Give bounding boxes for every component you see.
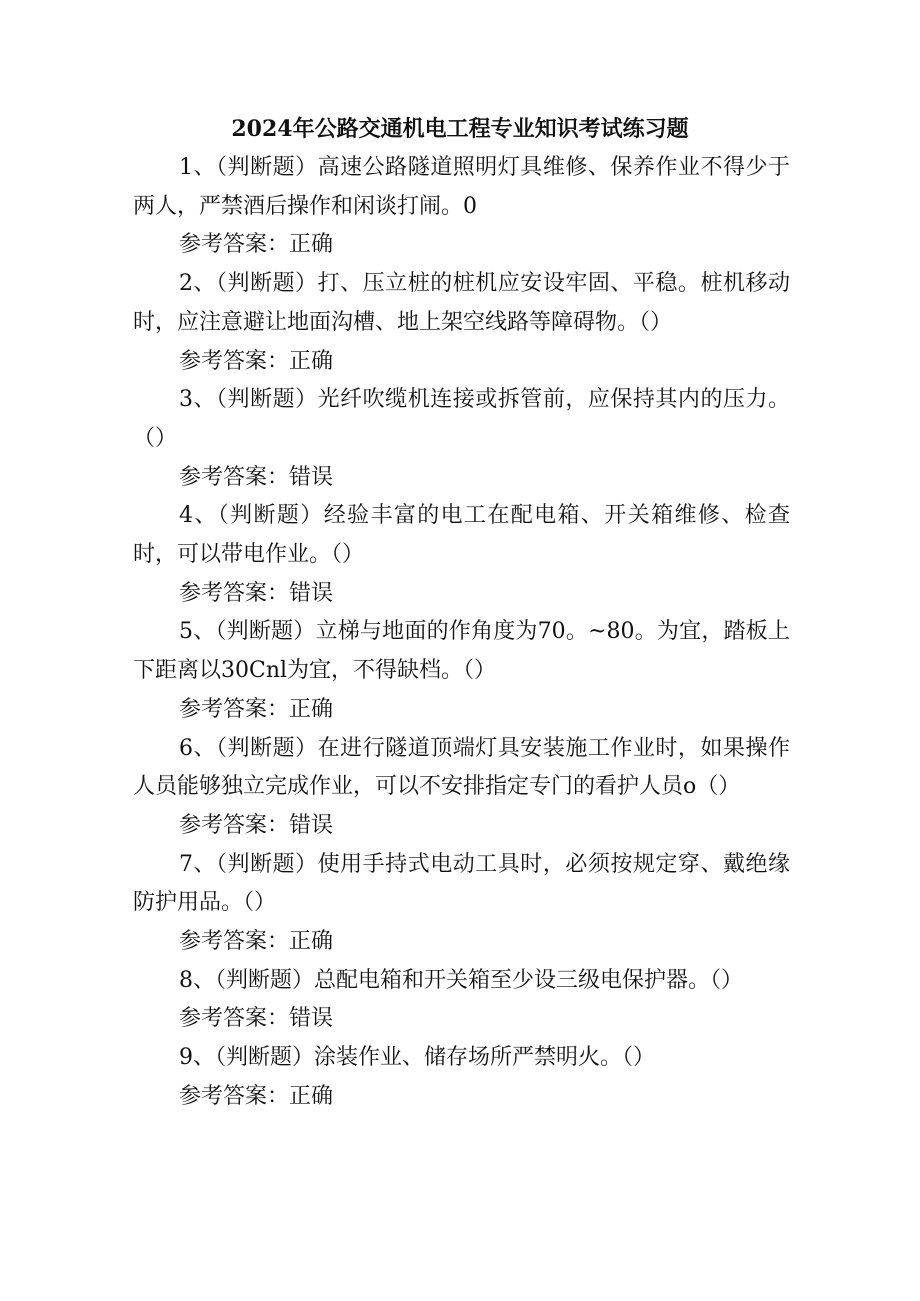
question-5-answer: 参考答案：正确 [179, 696, 334, 722]
question-7-text: 7、（判断题）使用手持式电动工具时，必须按规定穿、戴绝缘防护用品。（） [133, 851, 790, 916]
question-5-text: 5、（判断题）立梯与地面的作角度为70。~80。为宜，踏板上下距离以30Cnl为宜，不得缺档。（） [133, 619, 790, 684]
question-8-text: 8、（判断题）总配电箱和开关箱至少设三级电保护器。（） [179, 967, 743, 993]
question-8-answer: 参考答案：错误 [179, 1006, 334, 1032]
document-title: 2024年公路交通机电工程专业知识考试练习题 [231, 116, 689, 142]
question-2-text: 2、（判断题）打、压立桩的桩机应安设牢固、平稳。桩机移动时，应注意避让地面沟槽、地上架空线路等障碍物。（） [133, 271, 790, 335]
question-list [133, 149, 790, 1117]
question-9-answer: 参考答案：正确 [179, 1083, 334, 1109]
question-3-text: 3、（判断题）光纤吹缆机连接或拆管前，应保持其内的压力。（） [133, 387, 790, 451]
question-6-text: 6、（判断题）在进行隧道顶端灯具安装施工作业时，如果操作人员能够独立完成作业，可以不安排指定专门的看护人员o（） [133, 735, 790, 800]
question-2-answer: 参考答案：正确 [179, 348, 334, 374]
question-1-text: 1、（判断题）高速公路隧道照明灯具维修、保养作业不得少于两人，严禁酒后操作和闲谈打闹。0 [133, 155, 790, 219]
question-6-answer: 参考答案：错误 [179, 812, 334, 838]
question-4-text: 4、（判断题）经验丰富的电工在配电箱、开关箱维修、检查时，可以带电作业。（） [133, 503, 790, 568]
question-4-answer: 参考答案：错误 [179, 580, 334, 606]
question-9-text: 9、（判断题）涂装作业、储存场所严禁明火。（） [179, 1045, 655, 1071]
question-3-answer: 参考答案：错误 [179, 464, 334, 490]
question-1-answer: 参考答案：正确 [179, 232, 334, 258]
question-7-answer: 参考答案：正确 [179, 929, 334, 955]
